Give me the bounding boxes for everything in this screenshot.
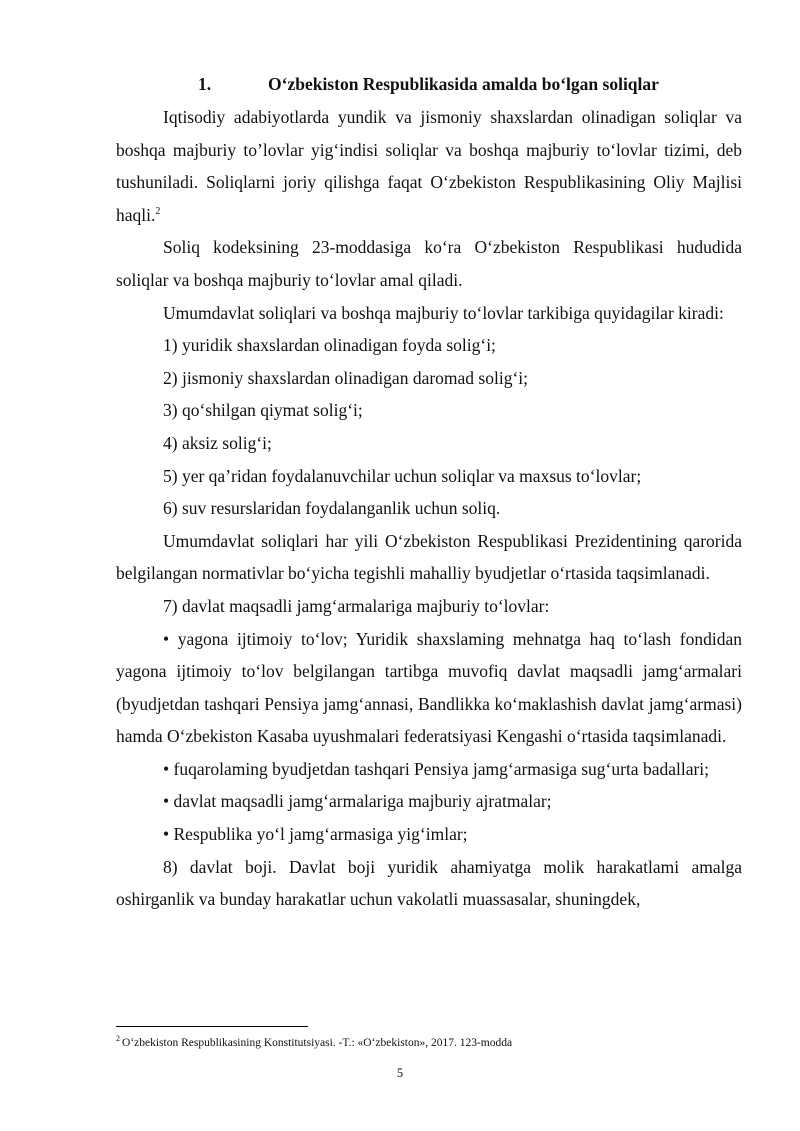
page-number: 5 — [396, 1066, 404, 1080]
list-item: 6) suv resurslaridan foydalanganlik uchun soliq. — [163, 498, 501, 519]
paragraph: Umumdavlat soliqlari va boshqa majburiy to‘lovlar tarkibiga quyidagilar kiradi: — [163, 302, 724, 323]
footnote-mark: 2 — [116, 1034, 120, 1044]
list-item: 4) aksiz solig‘i; — [163, 432, 272, 453]
paragraph: Umumdavlat soliqlari har yili O‘zbekiston Respublikasi Prezidentining qarorida belgilangan normativlar bo‘yicha tegishli mahalliy byudjetlar o‘rtasida taqsimlanadi. — [116, 530, 742, 584]
list-item: 2) jismoniy shaxslardan olinadigan daromad solig‘i; — [163, 367, 529, 388]
page-content — [116, 70, 742, 916]
list-item: 8) davlat boji. Davlat boji yuridik ahamiyatga molik harakatlami amalga oshirganlik va bunday harakatlar uchun vakolatli muassasalar, shuningdek, — [116, 856, 742, 910]
list-item: 7) davlat maqsadli jamg‘armalariga majburiy to‘lovlar: — [163, 595, 550, 616]
list-item: 1) yuridik shaxslardan olinadigan foyda solig‘i; — [163, 335, 496, 356]
section-number: 1. — [198, 74, 212, 94]
bullet-item: • Respublika yo‘l jamg‘armasiga yig‘imlar; — [163, 824, 468, 845]
footnote-reference[interactable]: 2 — [155, 205, 161, 217]
bullet-item: • davlat maqsadli jamg‘armalariga majburiy ajratmalar; — [163, 791, 552, 812]
bullet-item: • fuqarolaming byudjetdan tashqari Pensiya jamg‘armasiga sug‘urta badallari; — [163, 758, 710, 779]
list-item: 5) yer qa’ridan foydalanuvchilar uchun soliqlar va maxsus to‘lovlar; — [163, 465, 642, 486]
paragraph-intro — [116, 101, 742, 231]
footnote — [116, 1036, 742, 1050]
bullet-item: • yagona ijtimoiy to‘lov; Yuridik shaxslaming mehnatga haq to‘lash fondidan yagona ijtimoiy to‘lov belgilangan tartibga muvofiq davlat maqsadli jamg‘armalari (byudjetdan tashqari Pensiya jamg‘annasi, Bandlikka ko‘maklashish davlat jamg‘armasi) hamda O‘zbekiston Kasaba uyushmalari federatsiyasi Kengashi o‘rtasida taqsimlanadi. — [116, 628, 742, 747]
list-item: 3) qo‘shilgan qiymat solig‘i; — [163, 400, 363, 421]
paragraph-text: Iqtisodiy adabiyotlarda yundik va jismoniy shaxslardan olinadigan soliqlar va boshqa majburiy to’lovlar yig‘indisi soliqlar va boshqa majburiy to‘lovlar tizimi, deb tushuniladi. Soliqlarni joriy qilishga faqat O‘zbekiston Respublikasining Oliy Majlisi haqli. — [116, 107, 742, 225]
footnote-divider — [116, 1026, 308, 1027]
paragraph: Soliq kodeksining 23-moddasiga ko‘ra O‘zbekiston Respublikasi hududida soliqlar va boshqa majburiy to‘lovlar amal qiladi. — [116, 237, 742, 290]
footnote-text: O‘zbekiston Respublikasining Konstitutsiyasi. -T.: «O‘zbekiston», 2017. 123-modda — [122, 1037, 513, 1049]
section-title: O‘zbekiston Respublikasida amalda bo‘lgan soliqlar — [268, 74, 659, 94]
section-heading — [116, 70, 742, 98]
